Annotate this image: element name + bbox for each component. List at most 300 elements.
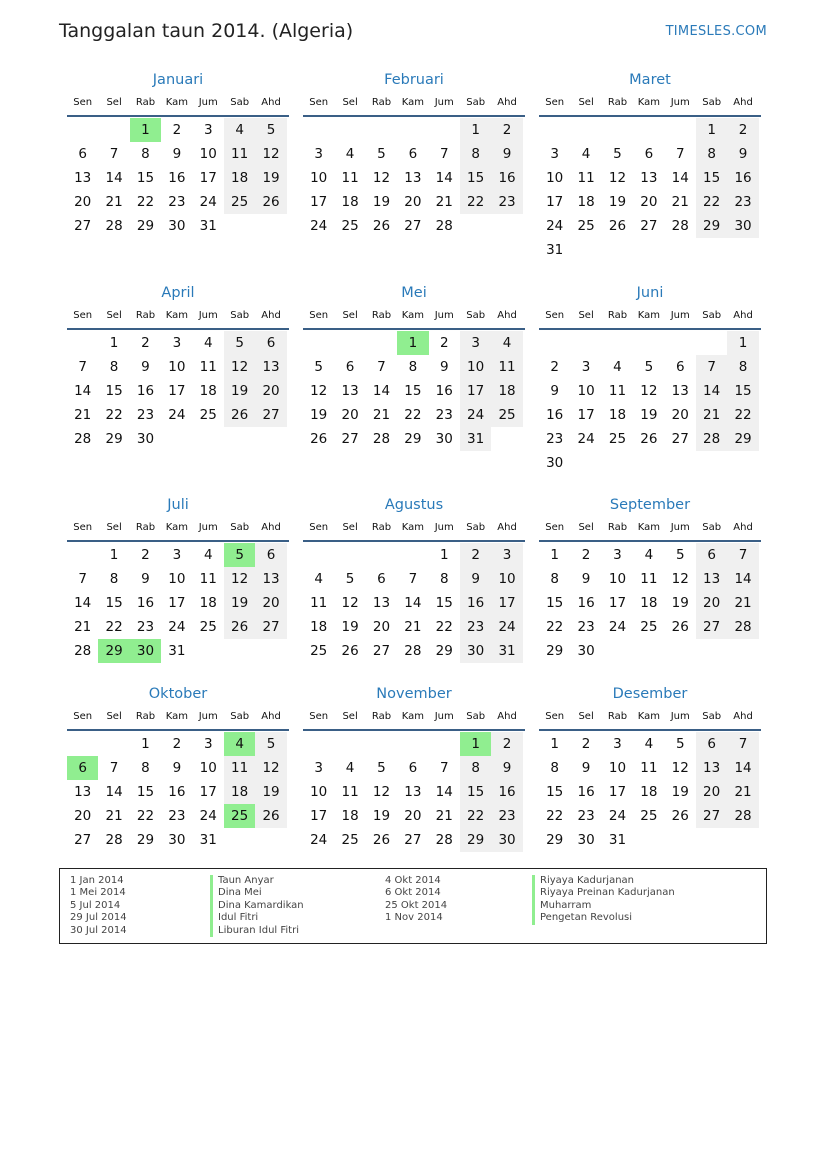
day-cell: 18 xyxy=(341,808,359,824)
day-cell: 27 xyxy=(255,403,286,427)
day-cell: 8 xyxy=(109,571,119,587)
day-cell: 23 xyxy=(435,407,453,423)
day-cell: 26 xyxy=(341,643,359,659)
legend-holiday-name: Liburan Idul Fitri xyxy=(210,925,304,937)
weekday-label: Sen xyxy=(73,711,93,722)
weekday-header xyxy=(67,306,289,330)
day-cell: 23 xyxy=(546,431,564,447)
month-calendar xyxy=(303,285,525,451)
day-cell: 3 xyxy=(613,547,622,563)
weekday-label: Sen xyxy=(73,522,93,533)
weekday-label: Sel xyxy=(578,522,594,533)
day-cell: 17 xyxy=(460,379,491,403)
day-cell: 22 xyxy=(404,407,422,423)
day-cell: 7 xyxy=(727,543,758,567)
month-calendar xyxy=(303,497,525,663)
day-cell: 23 xyxy=(491,804,522,828)
day-cell: 22 xyxy=(546,619,564,635)
weekday-label: Sab xyxy=(466,522,486,533)
day-cell: 15 xyxy=(727,379,758,403)
day-cell: 7 xyxy=(109,760,119,776)
day-cell: 3 xyxy=(550,146,559,162)
empty-cell xyxy=(366,331,397,355)
day-cell: 1 xyxy=(109,335,119,351)
weekday-label: Sen xyxy=(73,97,93,108)
day-cell: 31 xyxy=(491,639,522,663)
weekday-label: Kam xyxy=(401,97,424,108)
day-cell: 26 xyxy=(372,832,391,848)
day-cell: 1 xyxy=(109,547,119,563)
empty-cell xyxy=(397,543,428,567)
day-cell: 8 xyxy=(460,756,491,780)
weekday-label: Sab xyxy=(230,97,250,108)
day-cell: 10 xyxy=(199,146,217,162)
day-cell: 6 xyxy=(644,146,654,162)
day-cell: 8 xyxy=(550,760,559,776)
weekday-label: Sen xyxy=(545,310,565,321)
month-calendar xyxy=(539,72,761,262)
day-cell: 19 xyxy=(341,619,359,635)
weekday-label: Sen xyxy=(309,97,329,108)
day-cell: 16 xyxy=(546,407,564,423)
day-cell: 1 xyxy=(727,331,758,355)
day-cell: 21 xyxy=(372,407,391,423)
day-cell: 29 xyxy=(435,643,453,659)
day-cell: 7 xyxy=(696,355,727,379)
month-calendar xyxy=(539,285,761,475)
day-cell: 17 xyxy=(608,784,627,800)
day-cell: 10 xyxy=(168,571,186,587)
day-cell: 31 xyxy=(460,427,491,451)
day-cell: 6 xyxy=(408,146,418,162)
day-cell: 29 xyxy=(546,643,564,659)
day-cell: 17 xyxy=(168,383,186,399)
day-cell: 14 xyxy=(105,784,123,800)
weekday-label: Kam xyxy=(165,310,188,321)
day-cell: 11 xyxy=(491,355,522,379)
weekday-label: Ahd xyxy=(733,97,753,108)
legend-holiday-name: Riyaya Preinan Kadurjanan xyxy=(532,887,675,899)
day-cell: 14 xyxy=(727,756,758,780)
empty-cell xyxy=(570,331,601,355)
day-cell: 11 xyxy=(640,571,658,587)
day-cell: 19 xyxy=(255,166,286,190)
day-cell: 10 xyxy=(608,571,627,587)
weekday-header xyxy=(303,306,525,330)
day-cell: 30 xyxy=(491,828,522,852)
day-cell: 14 xyxy=(74,383,92,399)
day-cell: 27 xyxy=(640,218,658,234)
day-cell: 9 xyxy=(727,142,758,166)
day-cell: 20 xyxy=(255,379,286,403)
day-cell: 12 xyxy=(372,784,391,800)
day-cell: 21 xyxy=(105,194,123,210)
day-cell: 27 xyxy=(74,218,92,234)
day-cell: 17 xyxy=(310,808,328,824)
weekday-label: Sab xyxy=(466,310,486,321)
day-cell: 7 xyxy=(408,571,418,587)
day-cell: 28 xyxy=(727,804,758,828)
day-cell: 25 xyxy=(640,619,658,635)
day-cell: 26 xyxy=(671,619,689,635)
day-cell: 11 xyxy=(341,170,359,186)
empty-cell xyxy=(303,732,334,756)
day-cell: 8 xyxy=(141,760,150,776)
day-cell: 30 xyxy=(168,218,186,234)
day-cell: 28 xyxy=(435,218,453,234)
day-cell: 9 xyxy=(550,383,559,399)
day-cell: 25 xyxy=(224,190,255,214)
day-cell: 30 xyxy=(577,643,595,659)
day-cell: 12 xyxy=(671,571,689,587)
day-cell: 5 xyxy=(255,732,286,756)
day-cell: 7 xyxy=(675,146,685,162)
empty-cell xyxy=(67,331,98,355)
day-cell: 22 xyxy=(136,194,155,210)
day-cell: 19 xyxy=(255,780,286,804)
day-cell: 30 xyxy=(136,431,155,447)
weekday-label: Sab xyxy=(230,711,250,722)
weekday-label: Ahd xyxy=(261,97,281,108)
day-cell: 14 xyxy=(727,567,758,591)
day-cell: 21 xyxy=(435,808,453,824)
day-cell: 6 xyxy=(675,359,685,375)
day-cell: 17 xyxy=(168,595,186,611)
day-cell: 10 xyxy=(491,567,522,591)
day-cell: 9 xyxy=(460,567,491,591)
day-cell: 24 xyxy=(460,403,491,427)
day-cell: 16 xyxy=(435,383,453,399)
month-calendar xyxy=(67,686,289,852)
day-cell: 8 xyxy=(109,359,119,375)
day-cell: 12 xyxy=(671,760,689,776)
empty-cell xyxy=(602,118,633,142)
weekday-label: Ahd xyxy=(261,310,281,321)
day-cell: 24 xyxy=(199,194,217,210)
day-cell: 23 xyxy=(577,619,595,635)
day-cell: 1 xyxy=(460,118,491,142)
day-cell: 5 xyxy=(255,118,286,142)
day-cell: 28 xyxy=(696,427,727,451)
empty-cell xyxy=(303,118,334,142)
day-cell: 8 xyxy=(460,142,491,166)
day-cell: 20 xyxy=(74,808,92,824)
day-cell: 29 xyxy=(105,431,123,447)
legend-names-1 xyxy=(210,875,304,937)
day-cell: 2 xyxy=(581,547,591,563)
day-grid xyxy=(67,118,289,238)
weekday-label: Ahd xyxy=(261,522,281,533)
day-cell: 20 xyxy=(404,194,422,210)
day-cell: 24 xyxy=(168,619,186,635)
weekday-header xyxy=(67,518,289,542)
day-cell: 20 xyxy=(671,407,689,423)
day-cell: 30 xyxy=(460,639,491,663)
weekday-label: Sab xyxy=(230,310,250,321)
day-cell: 29 xyxy=(404,431,422,447)
month-calendar xyxy=(67,285,289,451)
day-cell: 3 xyxy=(314,146,323,162)
month-calendar xyxy=(303,686,525,852)
day-grid xyxy=(67,331,289,451)
day-cell: 9 xyxy=(581,760,591,776)
weekday-label: Kam xyxy=(637,711,660,722)
weekday-label: Ahd xyxy=(497,97,517,108)
legend-date: 1 Mei 2014 xyxy=(70,887,126,899)
weekday-label: Rab xyxy=(607,522,628,533)
day-cell: 5 xyxy=(644,359,654,375)
day-cell: 5 xyxy=(675,736,685,752)
day-cell: 26 xyxy=(224,403,255,427)
day-cell: 18 xyxy=(608,407,627,423)
empty-cell xyxy=(397,732,428,756)
day-cell: 23 xyxy=(168,808,186,824)
weekday-label: Sab xyxy=(702,711,722,722)
month-name: Maret xyxy=(629,72,671,88)
legend-date: 1 Jan 2014 xyxy=(70,875,124,886)
day-cell: 19 xyxy=(671,784,689,800)
holiday-day-cell: 1 xyxy=(130,118,161,142)
day-cell: 18 xyxy=(491,379,522,403)
day-cell: 26 xyxy=(372,218,391,234)
day-cell: 25 xyxy=(577,218,595,234)
day-cell: 6 xyxy=(255,331,286,355)
weekday-label: Ahd xyxy=(733,522,753,533)
day-cell: 15 xyxy=(105,595,123,611)
day-cell: 27 xyxy=(341,431,359,447)
weekday-label: Sel xyxy=(342,711,358,722)
day-cell: 3 xyxy=(172,335,182,351)
day-cell: 18 xyxy=(310,619,328,635)
weekday-header xyxy=(303,707,525,731)
day-grid xyxy=(539,331,761,475)
month-name: Juli xyxy=(167,497,189,513)
day-cell: 13 xyxy=(696,756,727,780)
day-cell: 23 xyxy=(577,808,595,824)
day-cell: 9 xyxy=(141,359,150,375)
weekday-label: Kam xyxy=(637,522,660,533)
day-cell: 11 xyxy=(577,170,595,186)
month-name: September xyxy=(609,497,691,513)
day-cell: 25 xyxy=(491,403,522,427)
day-cell: 22 xyxy=(727,403,758,427)
day-cell: 16 xyxy=(136,595,155,611)
day-cell: 13 xyxy=(696,567,727,591)
weekday-label: Jum xyxy=(434,310,454,321)
day-cell: 24 xyxy=(199,808,217,824)
day-cell: 13 xyxy=(404,784,422,800)
empty-cell xyxy=(334,543,365,567)
day-grid xyxy=(67,732,289,852)
weekday-header xyxy=(303,518,525,542)
day-cell: 20 xyxy=(255,591,286,615)
day-cell: 2 xyxy=(439,335,449,351)
weekday-label: Sel xyxy=(106,711,122,722)
day-cell: 4 xyxy=(224,118,255,142)
day-cell: 7 xyxy=(727,732,758,756)
empty-cell xyxy=(429,118,460,142)
day-cell: 14 xyxy=(435,784,453,800)
day-cell: 16 xyxy=(136,383,155,399)
day-cell: 15 xyxy=(136,170,155,186)
weekday-label: Sel xyxy=(578,97,594,108)
weekday-label: Rab xyxy=(607,310,628,321)
day-cell: 13 xyxy=(255,355,286,379)
month-calendar xyxy=(67,497,289,663)
legend-date: 30 Jul 2014 xyxy=(70,924,127,936)
day-cell: 13 xyxy=(372,595,391,611)
day-cell: 28 xyxy=(404,643,422,659)
weekday-label: Kam xyxy=(401,310,424,321)
day-cell: 22 xyxy=(460,804,491,828)
day-cell: 23 xyxy=(727,190,758,214)
weekday-label: Sel xyxy=(578,711,594,722)
day-cell: 4 xyxy=(613,359,622,375)
day-cell: 20 xyxy=(696,591,727,615)
day-cell: 28 xyxy=(105,218,123,234)
weekday-header xyxy=(67,707,289,731)
weekday-label: Sab xyxy=(466,711,486,722)
weekday-label: Jum xyxy=(198,711,218,722)
day-cell: 19 xyxy=(372,808,391,824)
weekday-header xyxy=(539,306,761,330)
day-cell: 3 xyxy=(314,760,323,776)
weekday-label: Rab xyxy=(135,711,156,722)
day-cell: 5 xyxy=(377,146,386,162)
month-name: Desember xyxy=(612,686,688,702)
day-cell: 14 xyxy=(372,383,391,399)
day-cell: 11 xyxy=(341,784,359,800)
day-cell: 22 xyxy=(460,190,491,214)
day-cell: 4 xyxy=(644,736,654,752)
day-cell: 13 xyxy=(640,170,658,186)
day-cell: 6 xyxy=(255,543,286,567)
weekday-label: Sel xyxy=(342,310,358,321)
empty-cell xyxy=(539,118,570,142)
legend-date: 25 Okt 2014 xyxy=(385,899,448,911)
day-cell: 4 xyxy=(345,146,355,162)
day-cell: 18 xyxy=(224,780,255,804)
weekday-label: Sel xyxy=(106,310,122,321)
day-cell: 27 xyxy=(404,832,422,848)
weekday-label: Kam xyxy=(401,711,424,722)
holiday-legend xyxy=(59,868,767,944)
weekday-label: Jum xyxy=(198,522,218,533)
empty-cell xyxy=(334,732,365,756)
day-cell: 20 xyxy=(640,194,658,210)
day-cell: 24 xyxy=(310,218,328,234)
weekday-label: Jum xyxy=(670,522,690,533)
empty-cell xyxy=(98,732,129,756)
legend-holiday-name: Pengetan Revolusi xyxy=(532,912,675,924)
day-cell: 7 xyxy=(78,359,87,375)
day-cell: 15 xyxy=(136,784,155,800)
day-cell: 14 xyxy=(74,595,92,611)
day-cell: 13 xyxy=(341,383,359,399)
day-cell: 18 xyxy=(199,383,217,399)
day-cell: 23 xyxy=(491,190,522,214)
day-cell: 22 xyxy=(105,619,123,635)
weekday-label: Rab xyxy=(371,310,392,321)
day-cell: 8 xyxy=(439,571,449,587)
weekday-label: Sen xyxy=(309,310,329,321)
day-cell: 25 xyxy=(310,643,328,659)
day-cell: 26 xyxy=(640,431,658,447)
day-cell: 4 xyxy=(345,760,355,776)
day-cell: 12 xyxy=(224,355,255,379)
legend-dates-2 xyxy=(385,875,447,925)
day-cell: 1 xyxy=(550,736,559,752)
empty-cell xyxy=(429,732,460,756)
day-cell: 22 xyxy=(136,808,155,824)
day-cell: 9 xyxy=(581,571,591,587)
empty-cell xyxy=(98,118,129,142)
day-cell: 11 xyxy=(608,383,627,399)
day-cell: 19 xyxy=(372,194,391,210)
day-cell: 2 xyxy=(141,547,150,563)
weekday-label: Kam xyxy=(165,522,188,533)
day-cell: 5 xyxy=(345,571,355,587)
day-cell: 21 xyxy=(671,194,689,210)
day-cell: 3 xyxy=(203,122,213,138)
day-cell: 21 xyxy=(435,194,453,210)
day-grid xyxy=(303,331,525,451)
month-name: Juni xyxy=(636,285,664,301)
day-cell: 3 xyxy=(581,359,591,375)
day-cell: 20 xyxy=(341,407,359,423)
day-cell: 23 xyxy=(136,407,155,423)
empty-cell xyxy=(633,118,664,142)
day-cell: 17 xyxy=(546,194,564,210)
day-cell: 19 xyxy=(310,407,328,423)
day-cell: 14 xyxy=(671,170,689,186)
day-cell: 24 xyxy=(491,615,522,639)
day-cell: 2 xyxy=(727,118,758,142)
day-cell: 12 xyxy=(372,170,391,186)
day-cell: 18 xyxy=(640,595,658,611)
day-cell: 6 xyxy=(345,359,355,375)
day-cell: 10 xyxy=(310,784,328,800)
weekday-label: Sel xyxy=(106,97,122,108)
weekday-label: Sen xyxy=(545,711,565,722)
empty-cell xyxy=(303,331,334,355)
day-cell: 21 xyxy=(727,780,758,804)
day-cell: 2 xyxy=(172,736,182,752)
day-cell: 26 xyxy=(608,218,627,234)
empty-cell xyxy=(67,543,98,567)
day-cell: 26 xyxy=(671,808,689,824)
weekday-label: Kam xyxy=(165,711,188,722)
brand-link[interactable]: TIMESLES.COM xyxy=(665,24,767,39)
empty-cell xyxy=(397,118,428,142)
legend-dates-1 xyxy=(70,875,127,937)
month-calendar xyxy=(539,497,761,663)
weekday-label: Rab xyxy=(607,711,628,722)
day-cell: 10 xyxy=(310,170,328,186)
day-cell: 4 xyxy=(581,146,591,162)
empty-cell xyxy=(665,118,696,142)
day-cell: 16 xyxy=(577,595,595,611)
day-cell: 21 xyxy=(74,407,92,423)
holiday-day-cell: 1 xyxy=(397,331,428,355)
day-cell: 16 xyxy=(168,784,186,800)
weekday-label: Rab xyxy=(371,97,392,108)
day-cell: 28 xyxy=(727,615,758,639)
month-calendar xyxy=(303,72,525,238)
day-cell: 17 xyxy=(577,407,595,423)
day-cell: 27 xyxy=(74,832,92,848)
day-cell: 22 xyxy=(435,619,453,635)
